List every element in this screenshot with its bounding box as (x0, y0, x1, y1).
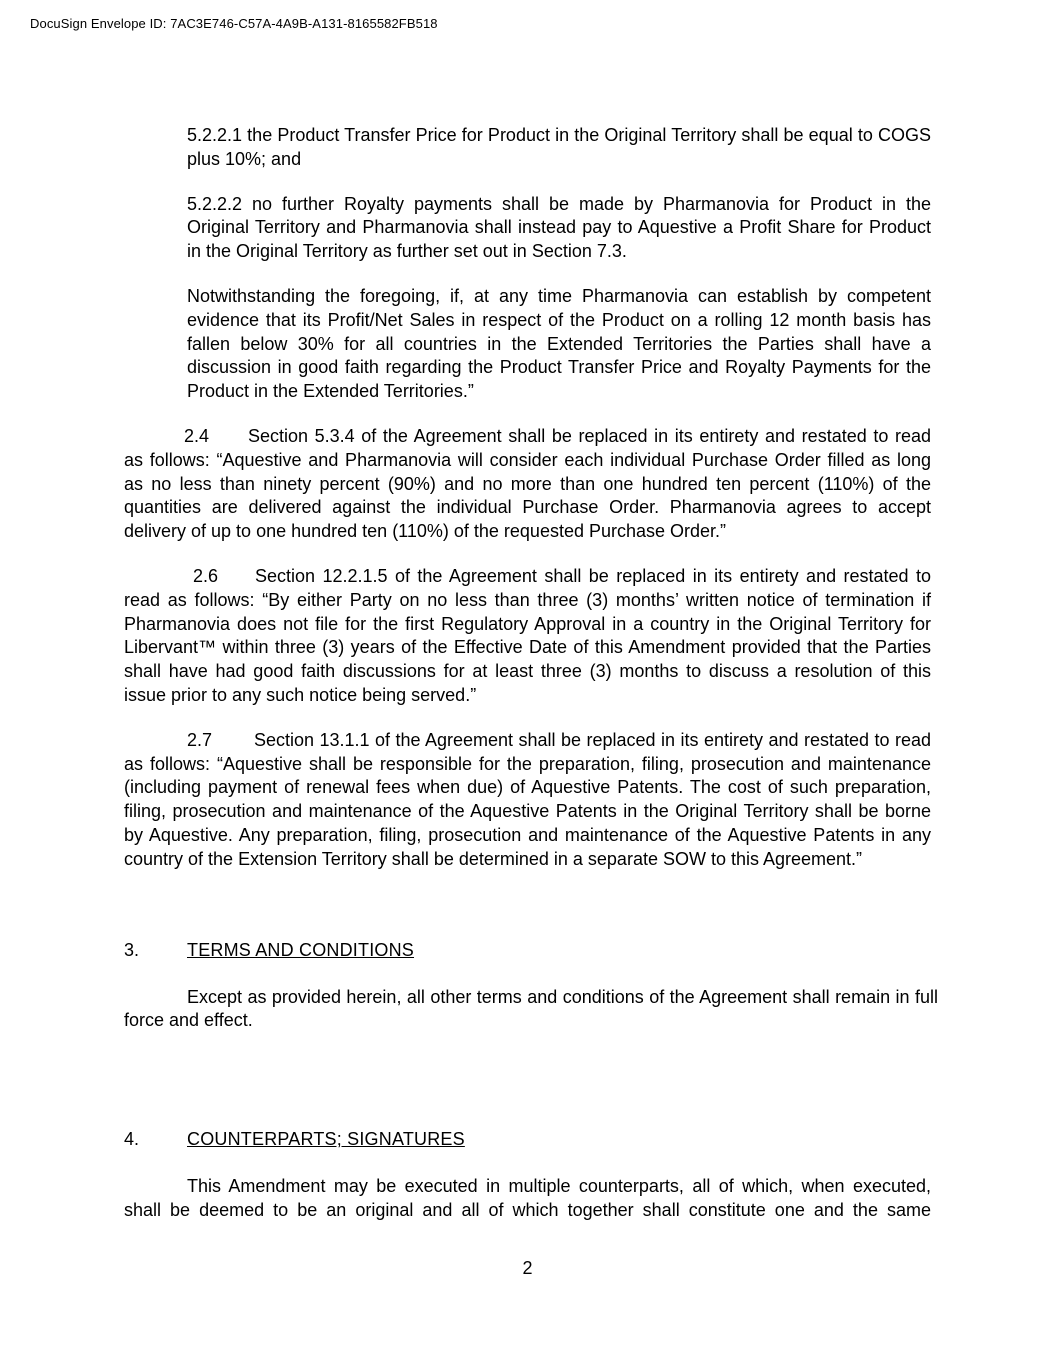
section-2-6-number: 2.6 (193, 565, 219, 586)
clause-5-2-2-2: 5.2.2.2 no further Royalty payments shall be made by Pharmanovia for Product in the Original Territory and Pharmanovia shall instead pay to Aquestive a Profit Share for Product in the Original Territory as further set out in Section 7.3. (187, 193, 931, 262)
section-3-heading (124, 938, 931, 962)
section-3-title: TERMS AND CONDITIONS (187, 939, 415, 960)
docusign-envelope-id: DocuSign Envelope ID: 7AC3E746-C57A-4A9B-A131-8165582FB518 (30, 16, 438, 31)
page-number: 2 (522, 1258, 533, 1278)
clause-5-2-2-1: 5.2.2.1 the Product Transfer Price for Product in the Original Territory shall be equal to COGS plus 10%; and (187, 125, 931, 169)
section-2-6 (124, 565, 931, 708)
section-4-title: COUNTERPARTS; SIGNATURES (187, 1129, 465, 1150)
section-2-7-number: 2.7 (187, 729, 213, 750)
notwithstanding-paragraph: Notwithstanding the foregoing, if, at any time Pharmanovia can establish by competent evidence that its Profit/Net Sales in respect of the Product on a rolling 12 month basis has fallen below 30% for all countries in the Extended Territories the Parties shall have a discussion in good faith regarding the Product Transfer Price and Royalty Payments for the Product in the Extended Territories.” (187, 285, 931, 402)
section-2-4-number: 2.4 (184, 425, 210, 446)
section-2-7 (124, 729, 931, 872)
section-2-4-text: Section 5.3.4 of the Agreement shall be replaced in its entirety and restated to read as follows: “Aquestive and Pharmanovia will consider each individual Purchase Order filled as long as no less than ninety percent (90%) and no more than one hundred ten percent (110%) of the quantities are delivered against the individual Purchase Order. Pharmanovia agrees to accept delivery of up to one hundred ten (110%) of the requested Purchase Order.” (124, 425, 931, 542)
document-page (124, 124, 938, 1223)
section-2-7-text: Section 13.1.1 of the Agreement shall be replaced in its entirety and restated to read as follows: “Aquestive shall be responsible for the preparation, filing, prosecution and maintenance (including payment of renewal fees when due) of Aquestive Patents. The cost of such preparation, filing, prosecution and maintenance of the Aquestive Patents in the Original Territory shall be borne by Aquestive. Any preparation, filing, prosecution and maintenance of the Aquestive Patents in any country of the Extension Territory shall be determined in a separate SOW to this Agreement.” (124, 729, 931, 869)
section-3-text: Except as provided herein, all other terms and conditions of the Agreement shall remain in full force and effect. (124, 986, 938, 1031)
section-4-text: This Amendment may be executed in multiple counterparts, all of which, when executed, shall be deemed to be an original and all of which together shall constitute one and the same (124, 1176, 931, 1220)
section-2-4 (124, 425, 931, 544)
section-4-number: 4. (124, 1129, 140, 1150)
section-4-heading (124, 1127, 931, 1151)
section-3-number: 3. (124, 939, 140, 960)
section-2-6-text: Section 12.2.1.5 of the Agreement shall be replaced in its entirety and restated to read as follows: “By either Party on no less than three (3) months’ written notice of termination if Pharmanovia does not file for the first Regulatory Approval in a country in the Original Territory for Libervant™ within three (3) years of the Effective Date of this Amendment provided that the Parties shall have had good faith discussions for at least three (3) months to discuss a resolution of this issue prior to any such notice being served.” (124, 565, 931, 705)
